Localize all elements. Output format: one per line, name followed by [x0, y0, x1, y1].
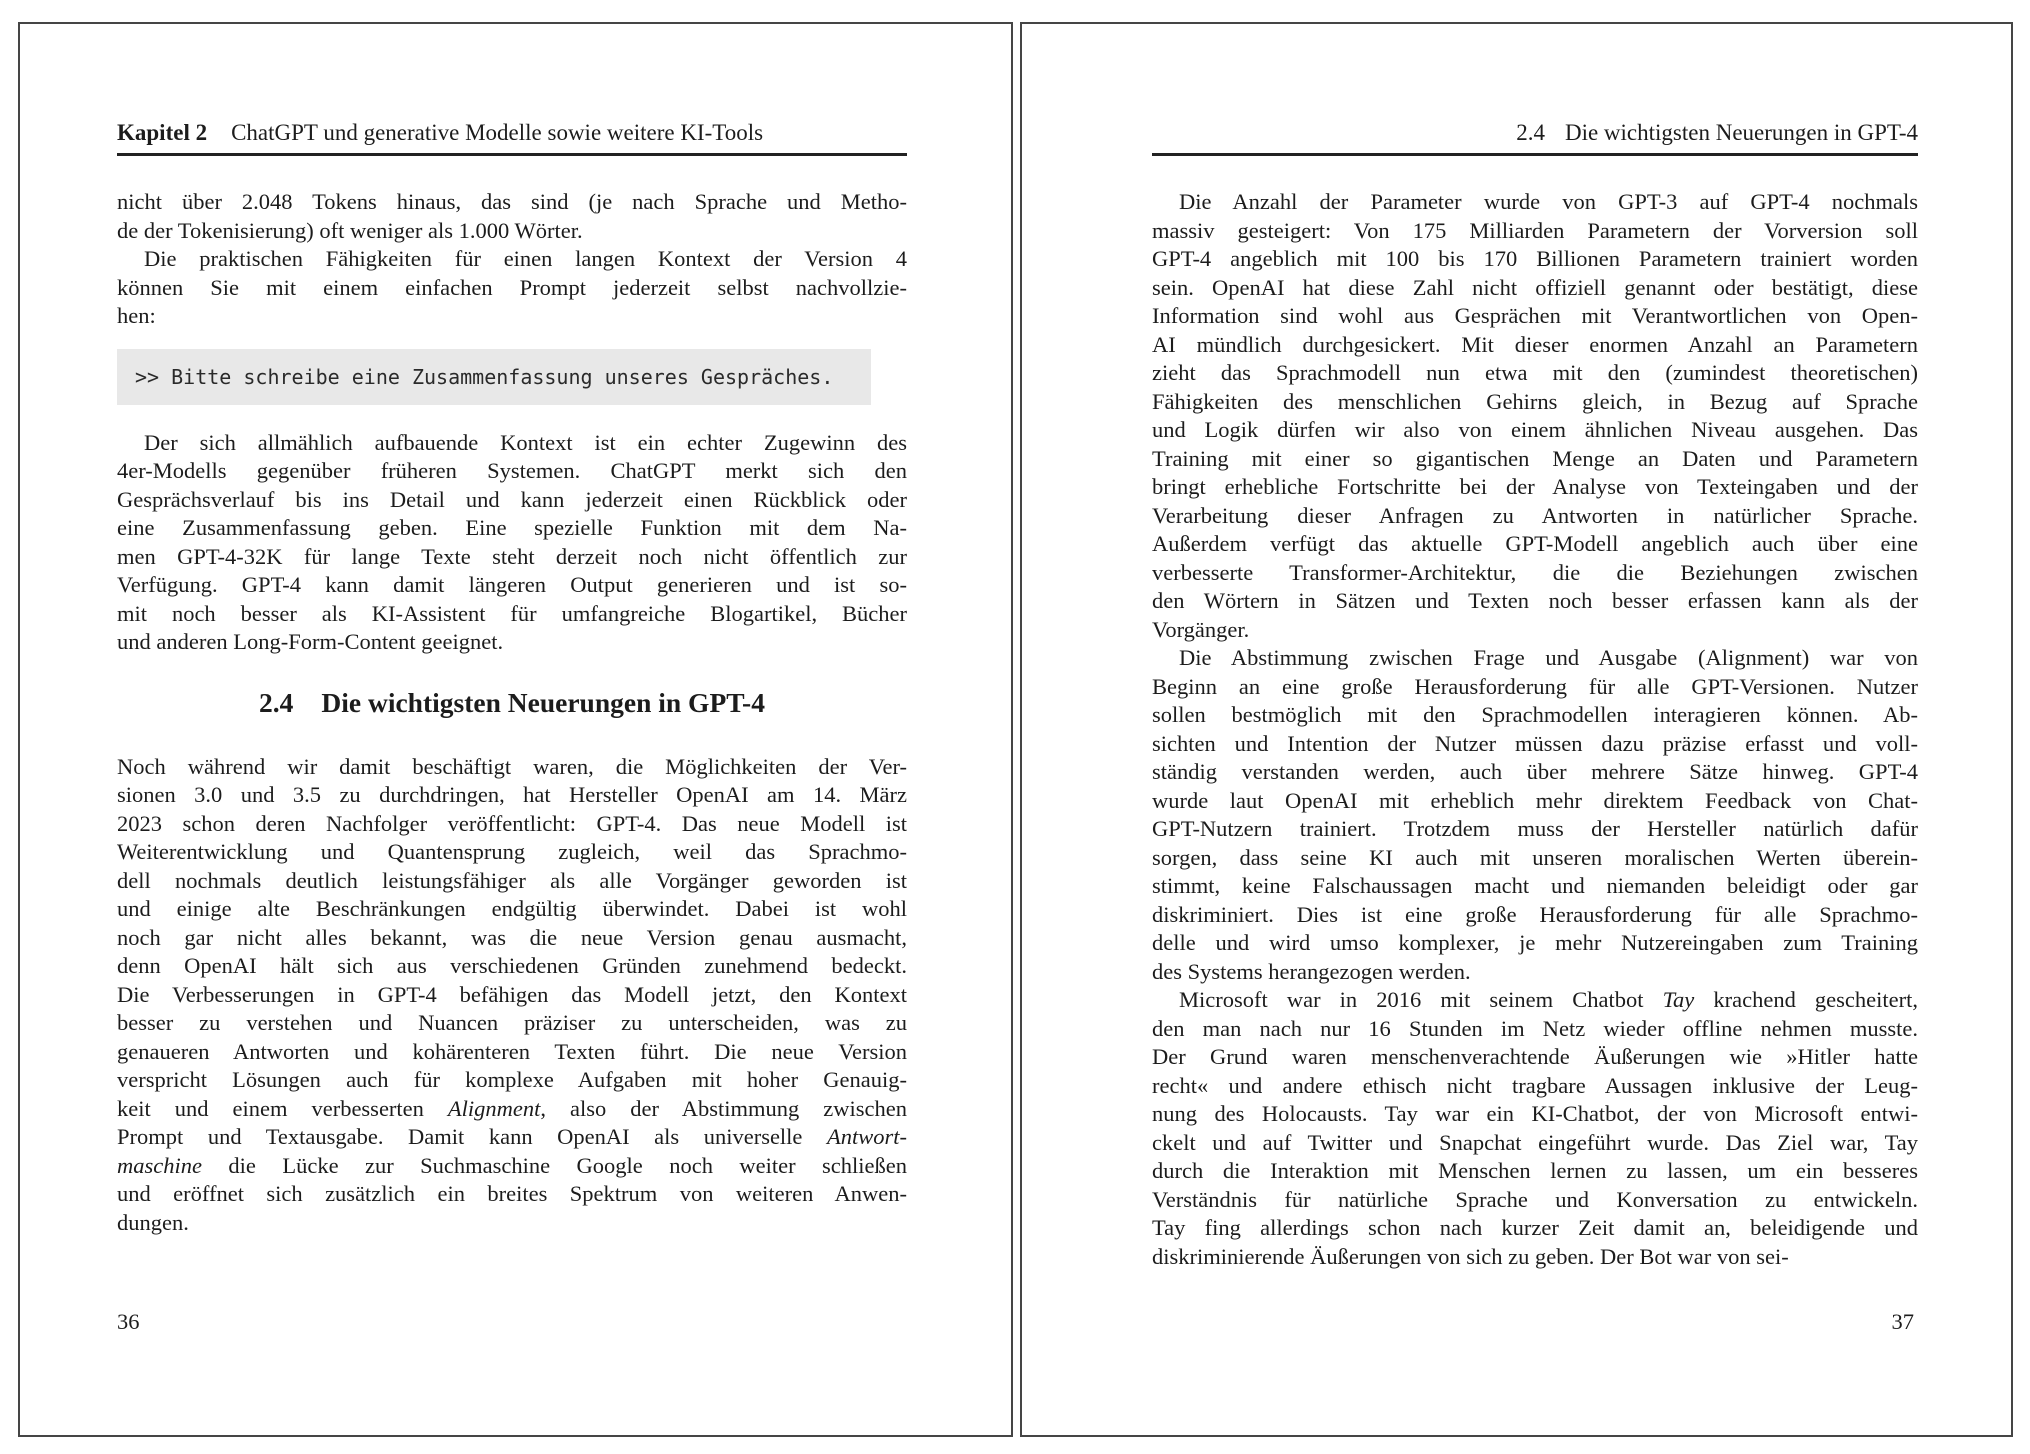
text-line: Der sich allmählich aufbauende Kontext ist ein echter Zugewinn des [144, 429, 907, 455]
text-line: maschine die Lücke zur Suchmaschine Google noch weiter schließen [117, 1152, 907, 1178]
text-line: 2023 schon deren Nachfolger veröffentlicht: GPT-4. Das neue Modell ist [117, 810, 907, 836]
text-line: sichten und Intention der Nutzer müssen dazu präzise erfasst und voll- [1152, 730, 1918, 756]
text-line: Verfügung. GPT-4 kann damit längeren Output generieren und ist so- [117, 572, 907, 597]
text-line: diskriminierende Äußerungen von sich zu geben. Der Bot war von sei- [1152, 1243, 1789, 1269]
paragraph [117, 245, 907, 331]
text-line: sein. OpenAI hat diese Zahl nicht offiziell genannt oder bestätigt, diese [1152, 274, 1918, 300]
text-line: GPT-Nutzern trainiert. Trotzdem muss der Hersteller natürlich dafür [1152, 816, 1918, 841]
running-header-left [117, 120, 907, 146]
text-line: Weiterentwicklung und Quantensprung zugleich, weil das Sprachmo- [117, 839, 907, 864]
text-line: AI mündlich durchgesickert. Mit dieser enormen Anzahl an Parametern [1152, 331, 1918, 357]
section-title: Die wichtigsten Neuerungen in GPT-4 [1564, 120, 1918, 145]
text-line: massiv gesteigert: Von 175 Milliarden Parametern der Vorversion soll [1152, 217, 1918, 243]
text-line: sorgen, dass seine KI auch mit unseren moralischen Werten überein- [1152, 844, 1918, 870]
text-line: Die Abstimmung zwischen Frage und Ausgabe (Alignment) war von [1179, 645, 1918, 670]
text-line: verspricht Lösungen auch für komplexe Aufgaben mit hoher Genauig- [117, 1067, 907, 1092]
text-line: und anderen Long-Form-Content geeignet. [117, 629, 504, 654]
page-number-left: 36 [117, 1309, 140, 1334]
text-line: Information sind wohl aus Gesprächen mit Verantwortlichen von Open- [1152, 303, 1918, 328]
page-left [18, 22, 1013, 1437]
text-line: Die praktischen Fähigkeiten für einen langen Kontext der Version 4 [144, 246, 907, 271]
text-line: men GPT-4-32K für lange Texte steht derzeit noch nicht öffentlich zur [117, 543, 907, 569]
paragraph [117, 429, 907, 657]
text-line: dell nochmals deutlich leistungsfähiger als alle Vorgänger geworden ist [117, 867, 907, 893]
paragraph [1152, 644, 1918, 986]
text-line: dungen. [117, 1209, 189, 1235]
text-line: Tay fing allerdings schon nach kurzer Zeit damit an, beleidigende und [1152, 1215, 1918, 1240]
text-line: Prompt und Textausgabe. Damit kann OpenAI als universelle Antwort- [117, 1124, 907, 1149]
text-line: und Logik dürfen wir also von einem ähnlichen Niveau ausgehen. Das [1152, 417, 1918, 442]
chapter-title: ChatGPT und generative Modelle sowie weitere KI-Tools [231, 120, 764, 145]
header-rule-right [1152, 153, 1918, 156]
text-line: Gesprächsverlauf bis ins Detail und kann jederzeit einen Rückblick oder [117, 486, 907, 512]
text-line: Der Grund waren menschenverachtende Äußerungen wie »Hitler hatte [1152, 1044, 1918, 1069]
text-line: und einige alte Beschränkungen endgültig überwindet. Dabei ist wohl [117, 896, 907, 921]
text-line: Außerdem verfügt das aktuelle GPT-Modell angeblich auch über eine [1152, 531, 1918, 556]
text-line: de der Tokenisierung) oft weniger als 1.000 Wörter. [117, 217, 583, 243]
text-line: bringt erhebliche Fortschritte bei der Analyse von Texteingaben und der [1152, 474, 1918, 499]
text-line: sollen bestmöglich mit den Sprachmodellen interagieren können. Ab- [1152, 702, 1918, 727]
text-line: Verarbeitung dieser Anfragen zu Antworten in natürlicher Sprache. [1152, 502, 1918, 528]
text-line: den Wörtern in Sätzen und Texten noch besser erfassen kann als der [1152, 588, 1918, 613]
text-line: zieht das Sprachmodell nun etwa mit den (zumindest theoretischen) [1152, 360, 1918, 385]
text-line: stimmt, keine Falschaussagen macht und niemanden beleidigt oder gar [1152, 873, 1918, 898]
text-line: genaueren Antworten und kohärenteren Texten führt. Die neue Version [117, 1038, 907, 1064]
text-line: denn OpenAI hält sich aus verschiedenen Gründen zunehmend bedeckt. [117, 953, 907, 978]
prompt-code-block: >> Bitte schreibe eine Zusammenfassung unseres Gespräches. [117, 349, 871, 405]
text-column-left [117, 188, 907, 1237]
running-header-right [1152, 120, 1918, 146]
text-line: delle und wird umso komplexer, je mehr Nutzereingaben zum Training [1152, 930, 1918, 955]
text-line: ckelt und auf Twitter und Snapchat eingeführt wurde. Das Ziel war, Tay [1152, 1129, 1918, 1155]
text-line: wurde laut OpenAI mit erheblich mehr direktem Feedback von Chat- [1152, 787, 1918, 813]
section-heading-number: 2.4 [259, 686, 294, 718]
page-right [1020, 22, 2013, 1437]
paragraph [1152, 188, 1918, 644]
text-line: Verständnis für natürliche Sprache und Konversation zu entwickeln. [1152, 1186, 1918, 1212]
text-line: und eröffnet sich zusätzlich ein breites Spektrum von weiteren Anwen- [117, 1181, 907, 1206]
text-line: Die Verbesserungen in GPT-4 befähigen das Modell jetzt, den Kontext [117, 981, 907, 1007]
text-line: ständig verstanden werden, auch über mehrere Sätze hinweg. GPT-4 [1152, 759, 1918, 784]
text-line: diskriminiert. Dies ist eine große Herausforderung für alle Sprachmo- [1152, 901, 1918, 927]
text-line: den man nach nur 16 Stunden im Netz wieder offline nehmen musste. [1152, 1015, 1918, 1041]
text-line: sionen 3.0 und 3.5 zu durchdringen, hat Hersteller OpenAI am 14. März [117, 782, 907, 807]
text-line: noch gar nicht alles bekannt, was die neue Version genau ausmacht, [117, 924, 907, 950]
text-line: Noch während wir damit beschäftigt waren, die Möglichkeiten der Ver- [117, 753, 907, 779]
text-line: eine Zusammenfassung geben. Eine spezielle Funktion mit dem Na- [117, 515, 907, 540]
text-line: besser zu verstehen und Nuancen präziser zu unterscheiden, was zu [117, 1010, 907, 1035]
chapter-label: Kapitel 2 [117, 120, 208, 145]
text-line: 4er-Modells gegenüber früheren Systemen. ChatGPT merkt sich den [117, 458, 907, 483]
text-line: recht« und andere ethisch nicht tragbare Aussagen inklusive der Leug- [1152, 1072, 1918, 1098]
text-line: hen: [117, 303, 156, 328]
text-line: GPT-4 angeblich mit 100 bis 170 Billionen Parametern trainiert worden [1152, 246, 1918, 271]
text-line: Fähigkeiten des menschlichen Gehirns gleich, in Bezug auf Sprache [1152, 388, 1918, 414]
section-heading [117, 687, 907, 719]
text-line: können Sie mit einem einfachen Prompt jederzeit selbst nachvollzie- [117, 274, 907, 300]
text-line: Training mit einer so gigantischen Menge an Daten und Parametern [1152, 445, 1918, 471]
text-line: durch die Interaktion mit Menschen lernen zu lassen, um ein besseres [1152, 1158, 1918, 1183]
text-line: nicht über 2.048 Tokens hinaus, das sind (je nach Sprache und Metho- [117, 189, 907, 214]
text-line: verbesserte Transformer-Architektur, die die Beziehungen zwischen [1152, 559, 1918, 585]
text-line: mit noch besser als KI-Assistent für umfangreiche Blogartikel, Bücher [117, 600, 907, 626]
text-column-right [1152, 188, 1918, 1271]
paragraph [117, 753, 907, 1238]
paragraph [1152, 986, 1918, 1271]
text-line: Die Anzahl der Parameter wurde von GPT-3 auf GPT-4 nochmals [1179, 189, 1918, 214]
text-line: Beginn an eine große Herausforderung für alle GPT-Versionen. Nutzer [1152, 673, 1918, 699]
section-number: 2.4 [1516, 120, 1545, 145]
paragraph [117, 188, 907, 245]
text-line: keit und einem verbesserten Alignment, also der Abstimmung zwischen [117, 1095, 907, 1121]
text-line: Microsoft war in 2016 mit seinem Chatbot Tay krachend gescheitert, [1179, 987, 1918, 1012]
text-line: nung des Holocausts. Tay war ein KI-Chatbot, der von Microsoft entwi- [1152, 1101, 1918, 1126]
text-line: des Systems herangezogen werden. [1152, 958, 1471, 984]
text-line: Vorgänger. [1152, 616, 1250, 642]
page-number-right: 37 [1891, 1309, 1914, 1334]
header-rule-left [117, 153, 907, 156]
section-heading-text: Die wichtigsten Neuerungen in GPT-4 [321, 686, 765, 718]
